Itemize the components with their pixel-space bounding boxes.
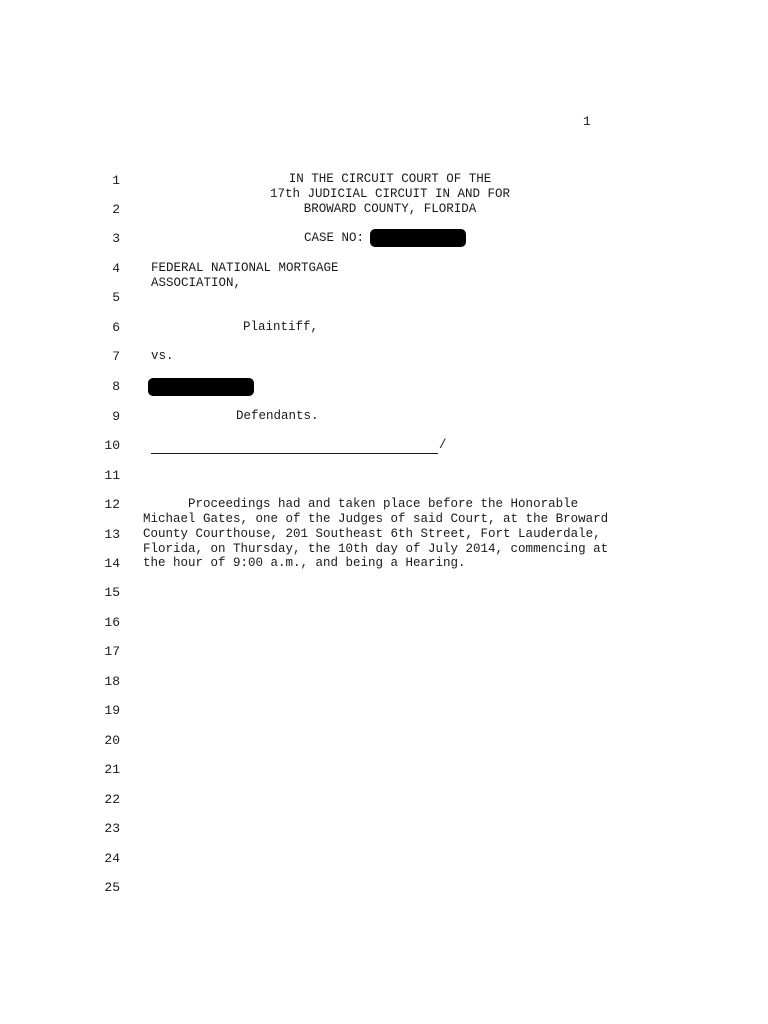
line-number: 11 (104, 468, 120, 483)
line-number: 21 (104, 762, 120, 777)
line-number: 25 (104, 880, 120, 895)
line-number: 15 (104, 585, 120, 600)
line-number: 19 (104, 703, 120, 718)
proceedings-line: Michael Gates, one of the Judges of said Court, at the Broward (143, 512, 609, 526)
line-number: 18 (104, 674, 120, 689)
redacted-defendant-name (148, 378, 254, 396)
line-number: 20 (104, 733, 120, 748)
court-header-line: BROWARD COUNTY, FLORIDA (303, 202, 477, 216)
line-number: 10 (104, 438, 120, 453)
caption-separator-slash: / (439, 438, 447, 452)
line-number: 2 (112, 202, 120, 217)
line-number: 7 (112, 349, 120, 364)
line-number: 3 (112, 231, 120, 246)
redacted-case-number (370, 229, 466, 247)
proceedings-line: the hour of 9:00 a.m., and being a Hearing. (143, 556, 466, 570)
line-number: 13 (104, 527, 120, 542)
case-number-label: CASE NO: (304, 231, 365, 245)
line-number: 12 (104, 497, 120, 512)
defendants-label: Defendants. (236, 409, 319, 423)
proceedings-line: Proceedings had and taken place before the Honorable (143, 497, 579, 511)
plaintiff-name-line: ASSOCIATION, (151, 276, 242, 290)
line-number: 24 (104, 851, 120, 866)
line-number: 6 (112, 320, 120, 335)
caption-separator-line (151, 439, 438, 454)
line-number: 9 (112, 409, 120, 424)
court-header-line: IN THE CIRCUIT COURT OF THE (288, 172, 492, 186)
line-number: 5 (112, 290, 120, 305)
line-number: 1 (112, 173, 120, 188)
plaintiff-label: Plaintiff, (243, 320, 319, 334)
line-number: 14 (104, 556, 120, 571)
line-number: 4 (112, 261, 120, 276)
plaintiff-name-line: FEDERAL NATIONAL MORTGAGE (151, 261, 339, 275)
line-number: 8 (112, 379, 120, 394)
court-header-line: 17th JUDICIAL CIRCUIT IN AND FOR (269, 187, 511, 201)
line-number: 16 (104, 615, 120, 630)
proceedings-line: Florida, on Thursday, the 10th day of July 2014, commencing at (143, 542, 609, 556)
versus-label: vs. (151, 349, 174, 363)
page-number: 1 (583, 114, 591, 129)
line-number: 23 (104, 821, 120, 836)
proceedings-line: County Courthouse, 201 Southeast 6th Street, Fort Lauderdale, (143, 527, 601, 541)
line-number: 17 (104, 644, 120, 659)
line-number: 22 (104, 792, 120, 807)
